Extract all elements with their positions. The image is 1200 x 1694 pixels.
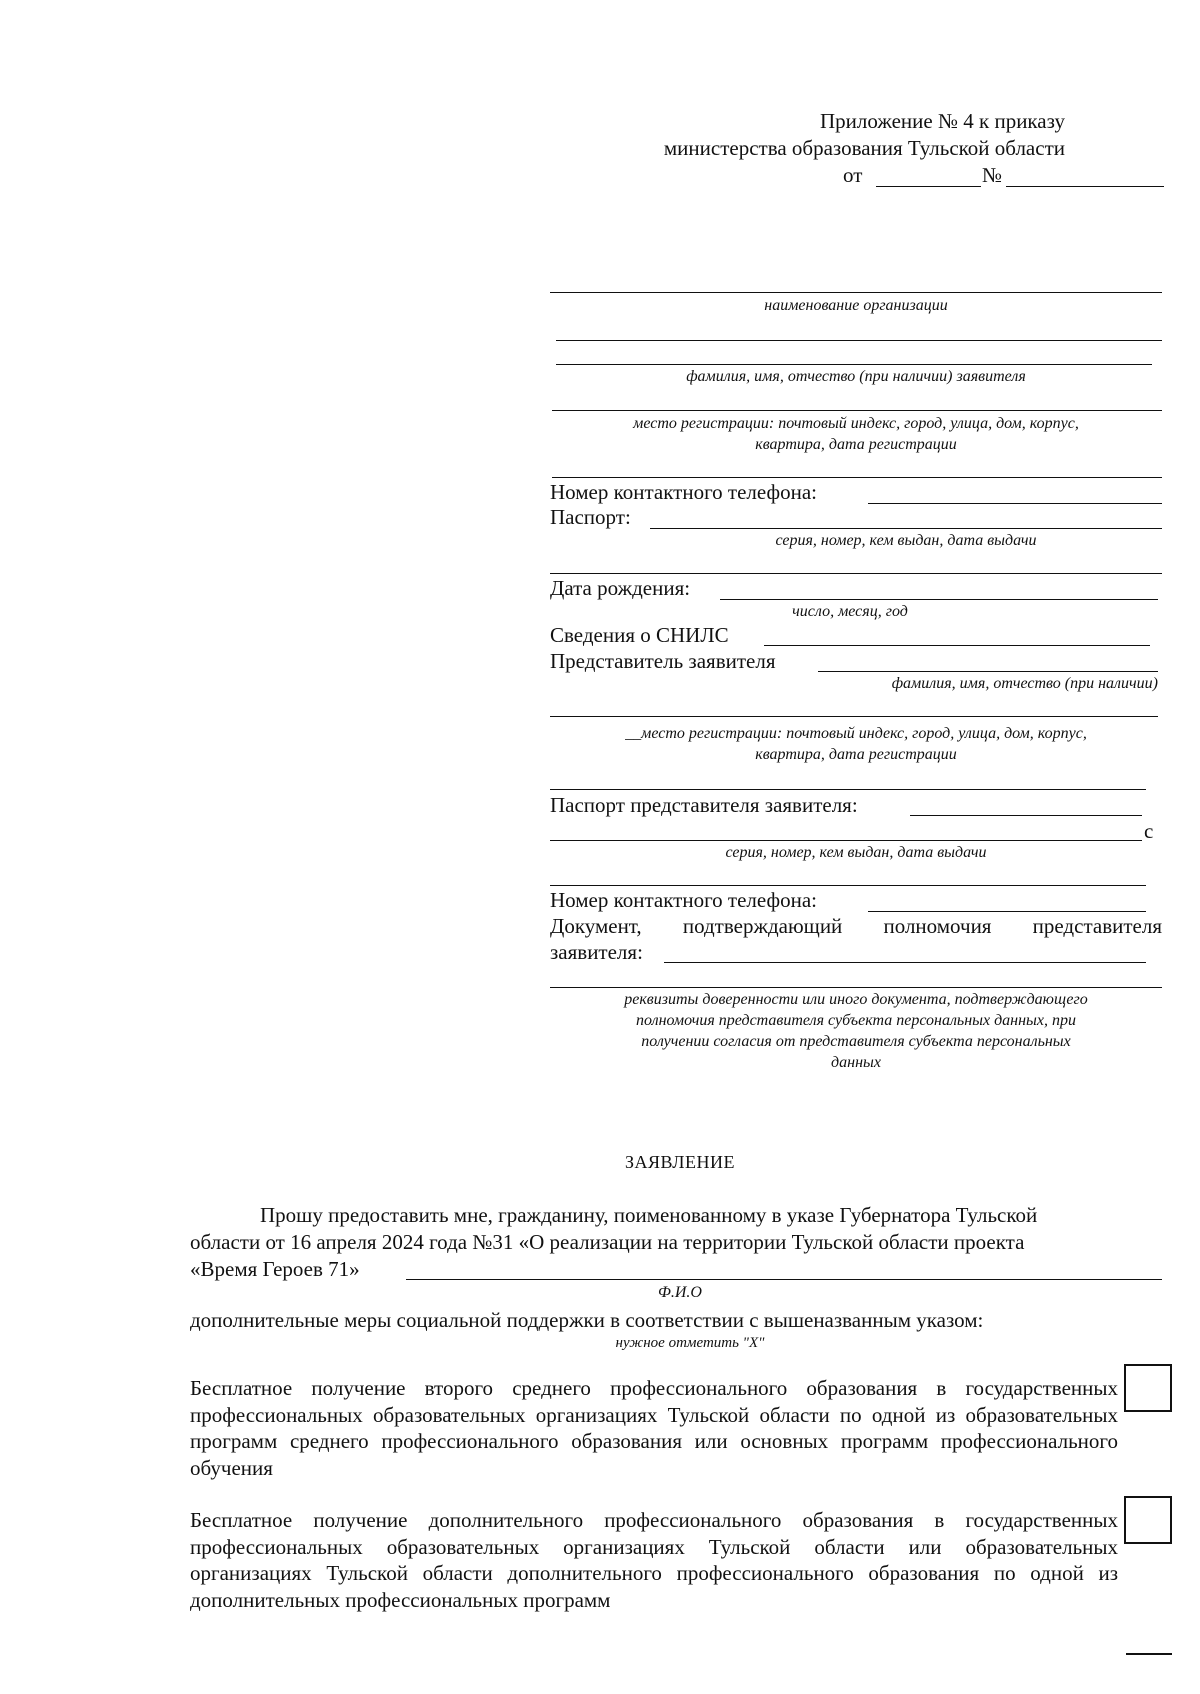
next-checkbox-top-edge [1126, 1653, 1172, 1655]
option-second-education-text: Бесплатное получение второго среднего профессионального образования в государственных профессиональных образовательных организациях Тульской области по одной из образовательных программ среднего профессионального образования или основных программ профессионального обучения [190, 1376, 1118, 1480]
representative-passport-field[interactable] [910, 815, 1142, 816]
authority-document-field[interactable] [664, 962, 1146, 963]
authority-document-label: Документ, подтверждающий полномочия представителя [550, 914, 1162, 938]
applicant-passport-caption: серия, номер, кем выдан, дата выдачи [775, 532, 1037, 549]
representative-passport-caption: серия, номер, кем выдан, дата выдачи [725, 844, 987, 861]
representative-field-2[interactable] [550, 716, 1158, 717]
snils-label: Сведения о СНИЛС [550, 623, 729, 647]
applicant-passport-field[interactable] [650, 528, 1162, 529]
statement-measures-text: дополнительные меры социальной поддержки в соответствии с вышеназванным указом: [190, 1308, 984, 1332]
authority-document-caption-4: данных [831, 1054, 881, 1071]
representative-phone-label: Номер контактного телефона: [550, 888, 817, 912]
representative-passport-label: Паспорт представителя заявителя: [550, 793, 858, 817]
applicant-fio-field-1[interactable] [556, 340, 1162, 341]
organization-caption: наименование организации [764, 297, 948, 314]
applicant-fio-field-2[interactable] [556, 364, 1152, 365]
statement-title: ЗАЯВЛЕНИЕ [624, 1152, 736, 1172]
snils-field[interactable] [764, 645, 1150, 646]
authority-document-caption-1: реквизиты доверенности или иного документа, подтверждающего [624, 991, 1088, 1008]
representative-passport-field-2[interactable] [550, 840, 1142, 841]
authority-document-field-2[interactable] [550, 987, 1162, 988]
birth-date-field[interactable] [720, 599, 1158, 600]
representative-label: Представитель заявителя [550, 649, 776, 673]
appendix-line-2: министерства образования Тульской области [663, 136, 1065, 160]
birth-date-caption: число, месяц, год [792, 603, 908, 620]
authority-document-caption-2: полномочия представителя субъекта персональных данных, при [636, 1012, 1076, 1029]
representative-fio-caption: фамилия, имя, отчество (при наличии) [891, 675, 1158, 692]
applicant-phone-label: Номер контактного телефона: [550, 480, 817, 504]
mark-caption: нужное отметить "X" [615, 1335, 765, 1351]
applicant-registration-caption-1: место регистрации: почтовый индекс, город, улица, дом, корпус, [633, 415, 1079, 432]
order-number-field[interactable] [1006, 186, 1164, 187]
birth-date-label: Дата рождения: [550, 576, 691, 600]
order-date-label: от [843, 163, 863, 187]
applicant-fio-caption: фамилия, имя, отчество (при наличии) заявителя [686, 368, 1026, 385]
representative-registration-caption-1: __место регистрации: почтовый индекс, город, улица, дом, корпус, [625, 725, 1087, 742]
representative-registration-field[interactable] [550, 789, 1146, 790]
order-date-field[interactable] [876, 186, 981, 187]
applicant-registration-caption-2: квартира, дата регистрации [755, 436, 957, 453]
applicant-passport-label: Паспорт: [550, 505, 631, 529]
organization-field[interactable] [550, 292, 1162, 293]
option-additional-education-text: Бесплатное получение дополнительного профессионального образования в государственных профессиональных образовательных организациях Тульской области или образовательных организациях Тульской области дополнительного профессионального образования по одной из дополнительных профессиональных программ [190, 1508, 1118, 1612]
representative-registration-caption-2: квартира, дата регистрации [755, 746, 957, 763]
order-number-label: № [982, 163, 1003, 187]
statement-fio-caption: Ф.И.О [658, 1284, 702, 1301]
authority-document-caption-3: получении согласия от представителя субъекта персональных [641, 1033, 1071, 1050]
applicant-passport-field-2[interactable] [550, 573, 1162, 574]
statement-line-3: «Время Героев 71» [190, 1257, 360, 1281]
authority-document-label-2: заявителя: [550, 940, 643, 964]
statement-line-2: области от 16 апреля 2024 года №31 «О реализации на территории Тульской области проекта [190, 1230, 1025, 1254]
representative-fio-field[interactable] [818, 671, 1158, 672]
option-second-education-checkbox[interactable] [1124, 1364, 1172, 1412]
appendix-line-1: Приложение № 4 к приказу [820, 109, 1065, 133]
statement-line-1: Прошу предоставить мне, гражданину, поименованному в указе Губернатора Тульской [260, 1203, 1038, 1227]
representative-phone-field[interactable] [868, 911, 1146, 912]
applicant-registration-field[interactable] [552, 410, 1162, 411]
applicant-registration-field-2[interactable] [552, 477, 1162, 478]
representative-passport-field-3[interactable] [550, 885, 1146, 886]
option-additional-education-checkbox[interactable] [1124, 1496, 1172, 1544]
statement-fio-field[interactable] [406, 1279, 1162, 1280]
applicant-phone-field[interactable] [868, 503, 1162, 504]
representative-passport-suffix: с [1144, 819, 1154, 843]
